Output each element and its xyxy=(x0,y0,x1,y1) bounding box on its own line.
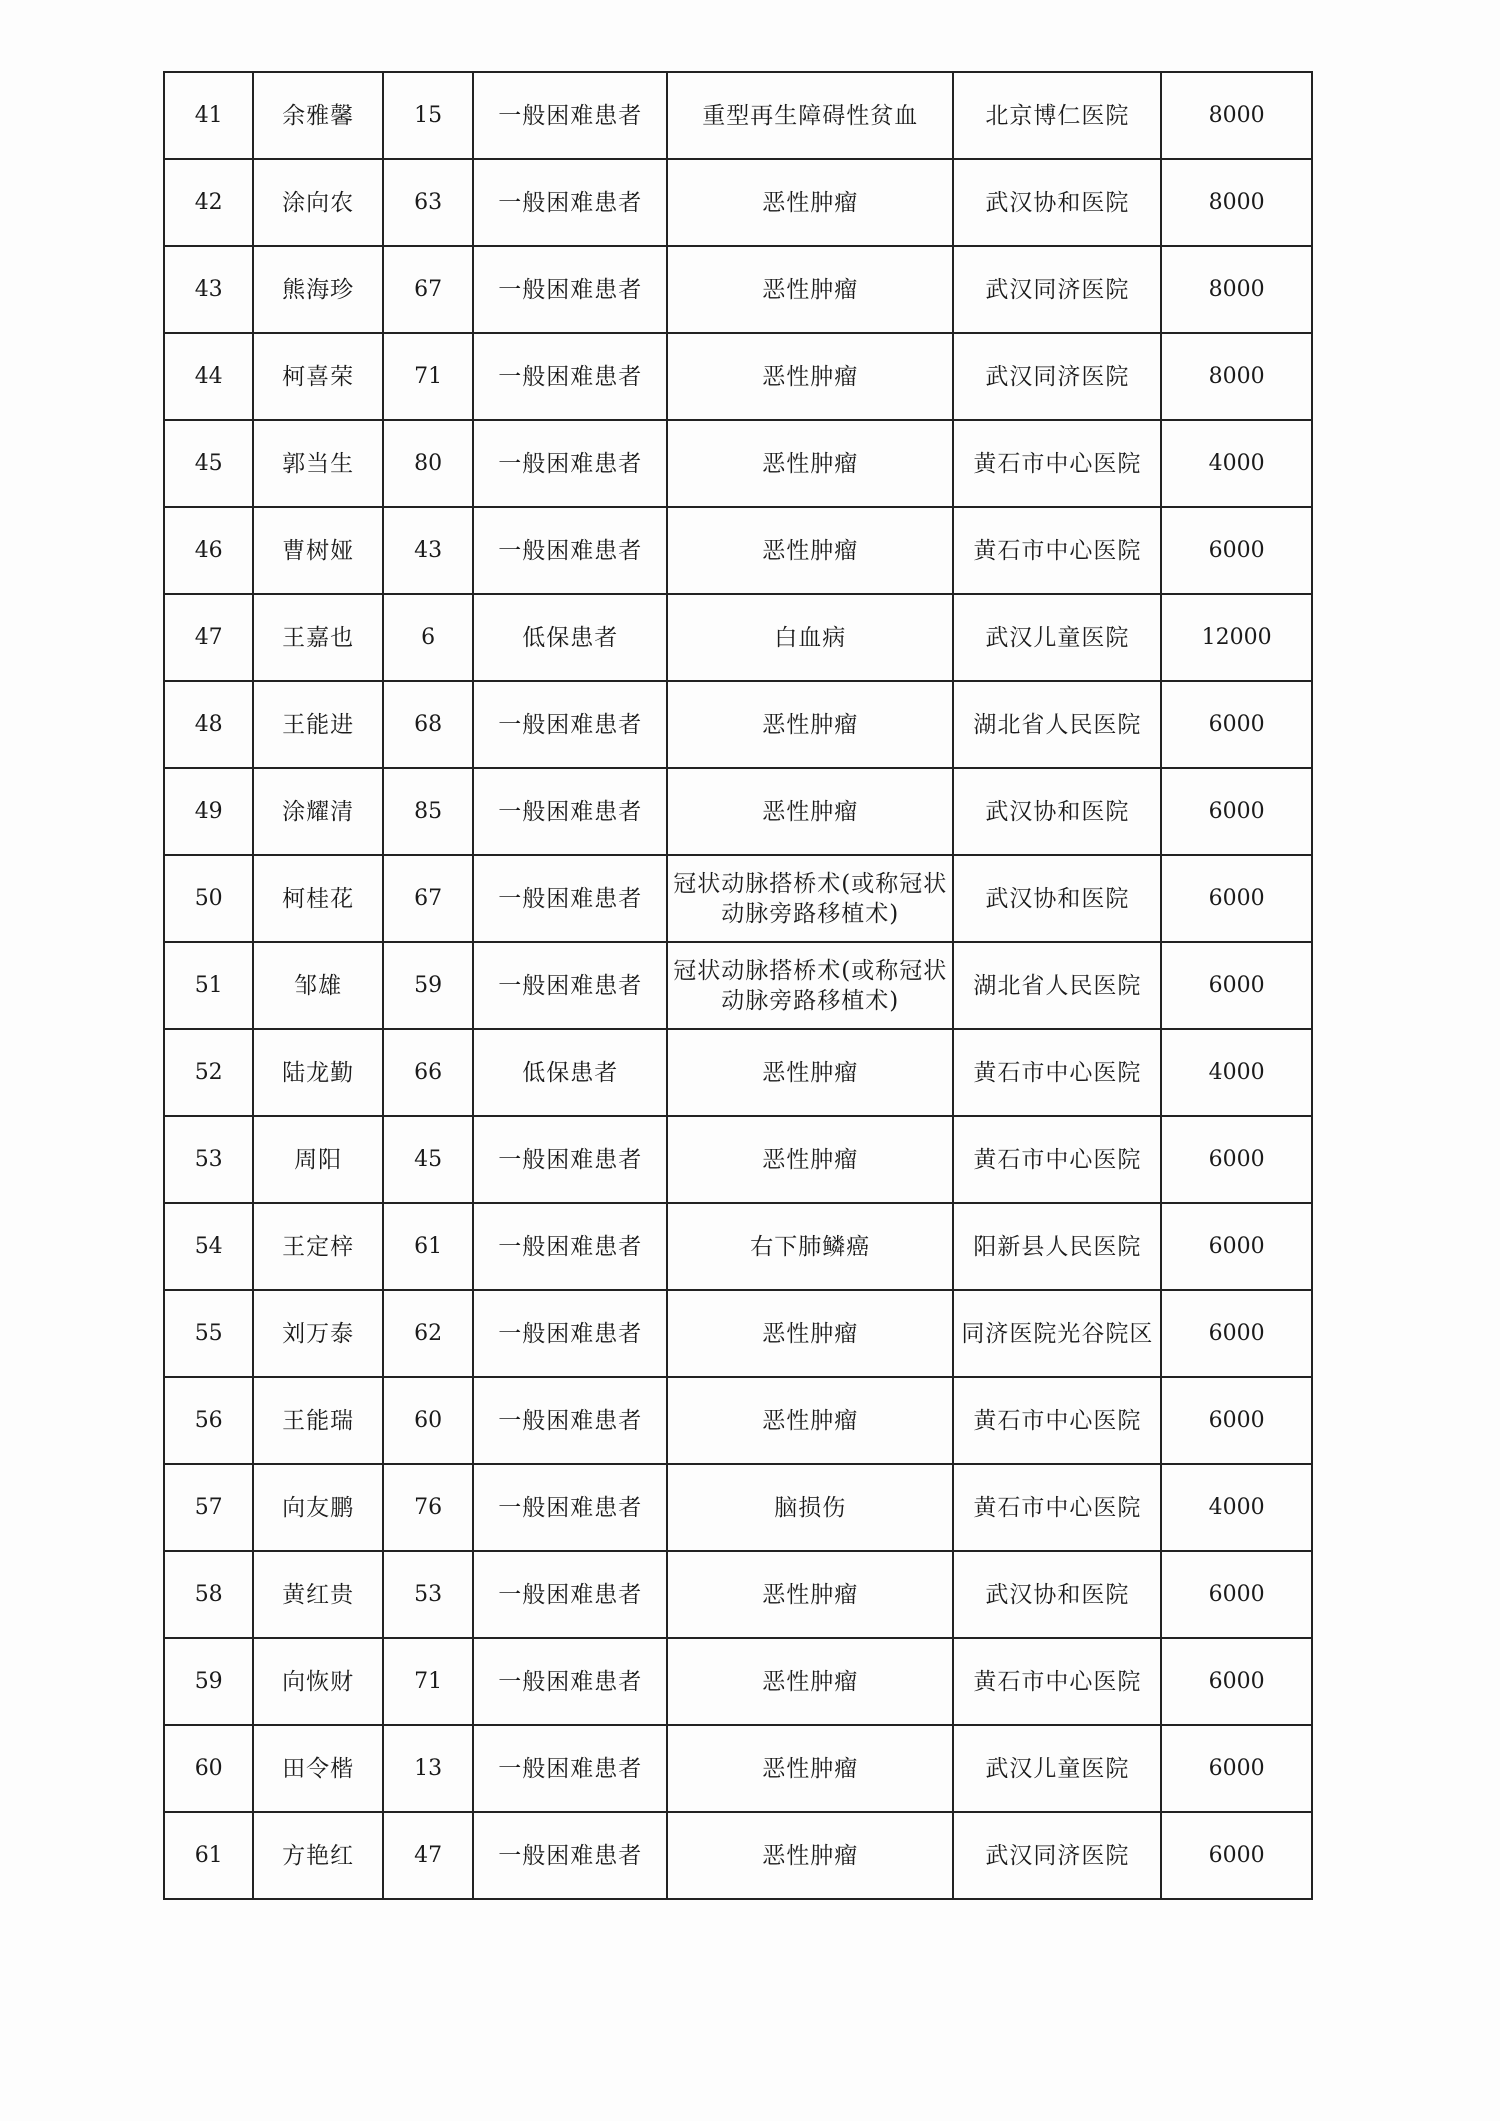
patient-name-cell: 向友鹏 xyxy=(253,1464,383,1551)
patient-name-cell: 涂向农 xyxy=(253,159,383,246)
diagnosis-cell: 恶性肿瘤 xyxy=(667,333,953,420)
patient-name-cell: 曹树娅 xyxy=(253,507,383,594)
aid-amount-cell: 8000 xyxy=(1161,72,1312,159)
aid-amount-cell: 6000 xyxy=(1161,1812,1312,1899)
row-number-cell: 54 xyxy=(164,1203,253,1290)
diagnosis-cell: 冠状动脉搭桥术(或称冠状动脉旁路移植术) xyxy=(667,855,953,942)
age-cell: 80 xyxy=(383,420,473,507)
hospital-cell: 黄石市中心医院 xyxy=(953,1029,1161,1116)
hardship-category-cell: 一般困难患者 xyxy=(473,768,667,855)
diagnosis-cell: 恶性肿瘤 xyxy=(667,420,953,507)
age-cell: 53 xyxy=(383,1551,473,1638)
age-cell: 15 xyxy=(383,72,473,159)
diagnosis-cell: 恶性肿瘤 xyxy=(667,1725,953,1812)
patient-name-cell: 柯喜荣 xyxy=(253,333,383,420)
row-number-cell: 49 xyxy=(164,768,253,855)
hospital-cell: 湖北省人民医院 xyxy=(953,681,1161,768)
patient-name-cell: 黄红贵 xyxy=(253,1551,383,1638)
row-number-cell: 55 xyxy=(164,1290,253,1377)
diagnosis-cell: 恶性肿瘤 xyxy=(667,159,953,246)
patient-name-cell: 田令楷 xyxy=(253,1725,383,1812)
hardship-category-cell: 一般困难患者 xyxy=(473,1725,667,1812)
row-number-cell: 41 xyxy=(164,72,253,159)
table-row xyxy=(164,681,1312,768)
table-row xyxy=(164,1725,1312,1812)
hardship-category-cell: 一般困难患者 xyxy=(473,1638,667,1725)
hospital-cell: 武汉同济医院 xyxy=(953,1812,1161,1899)
hardship-category-cell: 一般困难患者 xyxy=(473,333,667,420)
aid-amount-cell: 8000 xyxy=(1161,333,1312,420)
hardship-category-cell: 一般困难患者 xyxy=(473,507,667,594)
table-row xyxy=(164,594,1312,681)
age-cell: 67 xyxy=(383,246,473,333)
table-row xyxy=(164,1551,1312,1638)
hospital-cell: 武汉儿童医院 xyxy=(953,594,1161,681)
aid-amount-cell: 6000 xyxy=(1161,681,1312,768)
patient-name-cell: 邹雄 xyxy=(253,942,383,1029)
row-number-cell: 58 xyxy=(164,1551,253,1638)
hardship-category-cell: 一般困难患者 xyxy=(473,72,667,159)
patient-name-cell: 周阳 xyxy=(253,1116,383,1203)
hardship-category-cell: 一般困难患者 xyxy=(473,1812,667,1899)
hospital-cell: 黄石市中心医院 xyxy=(953,1464,1161,1551)
hospital-cell: 武汉协和医院 xyxy=(953,855,1161,942)
aid-amount-cell: 8000 xyxy=(1161,159,1312,246)
row-number-cell: 51 xyxy=(164,942,253,1029)
diagnosis-cell: 恶性肿瘤 xyxy=(667,1290,953,1377)
patient-name-cell: 熊海珍 xyxy=(253,246,383,333)
hardship-category-cell: 低保患者 xyxy=(473,594,667,681)
row-number-cell: 46 xyxy=(164,507,253,594)
age-cell: 76 xyxy=(383,1464,473,1551)
diagnosis-cell: 冠状动脉搭桥术(或称冠状动脉旁路移植术) xyxy=(667,942,953,1029)
hardship-category-cell: 一般困难患者 xyxy=(473,420,667,507)
age-cell: 71 xyxy=(383,1638,473,1725)
aid-amount-cell: 6000 xyxy=(1161,768,1312,855)
age-cell: 67 xyxy=(383,855,473,942)
diagnosis-cell: 右下肺鳞癌 xyxy=(667,1203,953,1290)
patient-name-cell: 柯桂花 xyxy=(253,855,383,942)
age-cell: 85 xyxy=(383,768,473,855)
table-row xyxy=(164,1203,1312,1290)
age-cell: 61 xyxy=(383,1203,473,1290)
hospital-cell: 武汉协和医院 xyxy=(953,1551,1161,1638)
row-number-cell: 61 xyxy=(164,1812,253,1899)
hospital-cell: 北京博仁医院 xyxy=(953,72,1161,159)
hospital-cell: 黄石市中心医院 xyxy=(953,507,1161,594)
table-row xyxy=(164,1029,1312,1116)
patient-name-cell: 方艳红 xyxy=(253,1812,383,1899)
patient-name-cell: 刘万泰 xyxy=(253,1290,383,1377)
hospital-cell: 武汉儿童医院 xyxy=(953,1725,1161,1812)
row-number-cell: 53 xyxy=(164,1116,253,1203)
hardship-category-cell: 一般困难患者 xyxy=(473,1203,667,1290)
age-cell: 45 xyxy=(383,1116,473,1203)
patient-name-cell: 王能瑞 xyxy=(253,1377,383,1464)
aid-amount-cell: 6000 xyxy=(1161,507,1312,594)
diagnosis-cell: 白血病 xyxy=(667,594,953,681)
age-cell: 60 xyxy=(383,1377,473,1464)
age-cell: 43 xyxy=(383,507,473,594)
hospital-cell: 武汉同济医院 xyxy=(953,246,1161,333)
table-row xyxy=(164,507,1312,594)
table-row xyxy=(164,159,1312,246)
diagnosis-cell: 恶性肿瘤 xyxy=(667,1551,953,1638)
patient-name-cell: 向恢财 xyxy=(253,1638,383,1725)
table-row xyxy=(164,333,1312,420)
aid-amount-cell: 6000 xyxy=(1161,1116,1312,1203)
age-cell: 63 xyxy=(383,159,473,246)
age-cell: 13 xyxy=(383,1725,473,1812)
aid-amount-cell: 6000 xyxy=(1161,1290,1312,1377)
diagnosis-cell: 恶性肿瘤 xyxy=(667,1377,953,1464)
table-row xyxy=(164,1377,1312,1464)
aid-amount-cell: 4000 xyxy=(1161,1029,1312,1116)
row-number-cell: 48 xyxy=(164,681,253,768)
diagnosis-cell: 恶性肿瘤 xyxy=(667,1116,953,1203)
table-row xyxy=(164,1464,1312,1551)
hospital-cell: 武汉协和医院 xyxy=(953,159,1161,246)
diagnosis-cell: 恶性肿瘤 xyxy=(667,1638,953,1725)
aid-amount-cell: 6000 xyxy=(1161,942,1312,1029)
table-row xyxy=(164,855,1312,942)
hospital-cell: 同济医院光谷院区 xyxy=(953,1290,1161,1377)
aid-amount-cell: 6000 xyxy=(1161,1638,1312,1725)
age-cell: 6 xyxy=(383,594,473,681)
row-number-cell: 44 xyxy=(164,333,253,420)
hardship-category-cell: 一般困难患者 xyxy=(473,942,667,1029)
aid-amount-cell: 6000 xyxy=(1161,1377,1312,1464)
hardship-category-cell: 一般困难患者 xyxy=(473,1377,667,1464)
row-number-cell: 57 xyxy=(164,1464,253,1551)
diagnosis-cell: 恶性肿瘤 xyxy=(667,1029,953,1116)
patient-name-cell: 王能进 xyxy=(253,681,383,768)
age-cell: 66 xyxy=(383,1029,473,1116)
diagnosis-cell: 恶性肿瘤 xyxy=(667,768,953,855)
age-cell: 71 xyxy=(383,333,473,420)
hardship-category-cell: 低保患者 xyxy=(473,1029,667,1116)
patient-name-cell: 涂耀清 xyxy=(253,768,383,855)
patient-name-cell: 余雅馨 xyxy=(253,72,383,159)
hospital-cell: 黄石市中心医院 xyxy=(953,420,1161,507)
table-row xyxy=(164,246,1312,333)
diagnosis-cell: 恶性肿瘤 xyxy=(667,507,953,594)
row-number-cell: 52 xyxy=(164,1029,253,1116)
table-row xyxy=(164,420,1312,507)
table-row xyxy=(164,1812,1312,1899)
age-cell: 47 xyxy=(383,1812,473,1899)
aid-amount-cell: 12000 xyxy=(1161,594,1312,681)
hospital-cell: 湖北省人民医院 xyxy=(953,942,1161,1029)
row-number-cell: 59 xyxy=(164,1638,253,1725)
hospital-cell: 黄石市中心医院 xyxy=(953,1377,1161,1464)
hardship-category-cell: 一般困难患者 xyxy=(473,1551,667,1638)
diagnosis-cell: 恶性肿瘤 xyxy=(667,246,953,333)
aid-recipient-table xyxy=(163,71,1313,1900)
aid-amount-cell: 6000 xyxy=(1161,1551,1312,1638)
table-row xyxy=(164,768,1312,855)
aid-amount-cell: 6000 xyxy=(1161,855,1312,942)
diagnosis-cell: 重型再生障碍性贫血 xyxy=(667,72,953,159)
hospital-cell: 武汉同济医院 xyxy=(953,333,1161,420)
hospital-cell: 黄石市中心医院 xyxy=(953,1116,1161,1203)
aid-amount-cell: 8000 xyxy=(1161,246,1312,333)
age-cell: 59 xyxy=(383,942,473,1029)
patient-name-cell: 王嘉也 xyxy=(253,594,383,681)
row-number-cell: 50 xyxy=(164,855,253,942)
row-number-cell: 45 xyxy=(164,420,253,507)
diagnosis-cell: 恶性肿瘤 xyxy=(667,681,953,768)
row-number-cell: 60 xyxy=(164,1725,253,1812)
hardship-category-cell: 一般困难患者 xyxy=(473,1290,667,1377)
table-row xyxy=(164,1638,1312,1725)
table-row xyxy=(164,72,1312,159)
hospital-cell: 黄石市中心医院 xyxy=(953,1638,1161,1725)
aid-amount-cell: 6000 xyxy=(1161,1725,1312,1812)
table-row xyxy=(164,942,1312,1029)
row-number-cell: 47 xyxy=(164,594,253,681)
patient-name-cell: 陆龙勤 xyxy=(253,1029,383,1116)
table-row xyxy=(164,1116,1312,1203)
hardship-category-cell: 一般困难患者 xyxy=(473,681,667,768)
hardship-category-cell: 一般困难患者 xyxy=(473,246,667,333)
row-number-cell: 43 xyxy=(164,246,253,333)
hardship-category-cell: 一般困难患者 xyxy=(473,1464,667,1551)
diagnosis-cell: 脑损伤 xyxy=(667,1464,953,1551)
aid-amount-cell: 4000 xyxy=(1161,420,1312,507)
hardship-category-cell: 一般困难患者 xyxy=(473,159,667,246)
hospital-cell: 阳新县人民医院 xyxy=(953,1203,1161,1290)
hardship-category-cell: 一般困难患者 xyxy=(473,855,667,942)
diagnosis-cell: 恶性肿瘤 xyxy=(667,1812,953,1899)
hardship-category-cell: 一般困难患者 xyxy=(473,1116,667,1203)
hospital-cell: 武汉协和医院 xyxy=(953,768,1161,855)
patient-name-cell: 王定梓 xyxy=(253,1203,383,1290)
row-number-cell: 42 xyxy=(164,159,253,246)
age-cell: 68 xyxy=(383,681,473,768)
table-body xyxy=(164,72,1312,1899)
row-number-cell: 56 xyxy=(164,1377,253,1464)
aid-amount-cell: 4000 xyxy=(1161,1464,1312,1551)
patient-name-cell: 郭当生 xyxy=(253,420,383,507)
age-cell: 62 xyxy=(383,1290,473,1377)
table-row xyxy=(164,1290,1312,1377)
aid-amount-cell: 6000 xyxy=(1161,1203,1312,1290)
